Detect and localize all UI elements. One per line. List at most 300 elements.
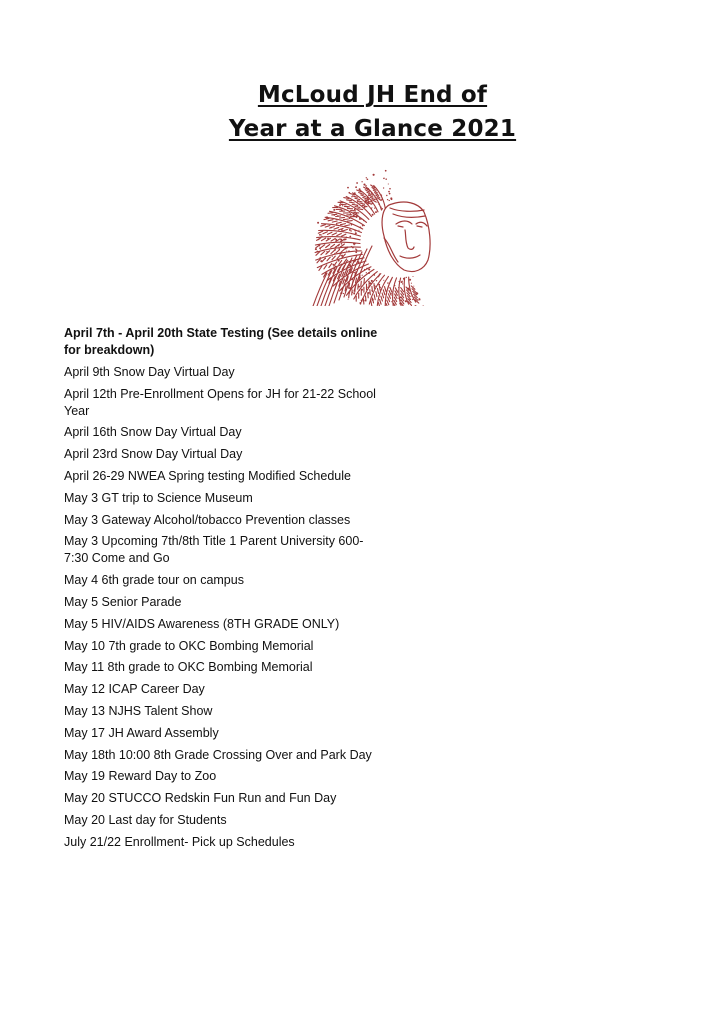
stipple-dot bbox=[368, 281, 369, 282]
feather-barb bbox=[343, 219, 348, 220]
feather-barb bbox=[332, 233, 337, 235]
stipple-dot bbox=[362, 298, 364, 300]
stipple-dot bbox=[326, 251, 327, 252]
feather-barb bbox=[370, 290, 371, 295]
stipple-dot bbox=[379, 287, 380, 288]
stipple-dot bbox=[355, 251, 357, 253]
event-list bbox=[64, 325, 384, 856]
feather-barb bbox=[323, 232, 328, 234]
stipple-dot bbox=[339, 253, 341, 255]
stipple-dot bbox=[381, 199, 383, 201]
stipple-dot bbox=[357, 201, 359, 203]
event-item: April 9th Snow Day Virtual Day bbox=[64, 364, 235, 379]
stipple-dot bbox=[362, 225, 364, 227]
stipple-dot bbox=[347, 257, 348, 258]
stipple-dot bbox=[398, 298, 400, 300]
stipple-dot bbox=[366, 197, 368, 199]
stipple-dot bbox=[369, 213, 370, 214]
stipple-dot bbox=[364, 300, 366, 302]
feather-barb bbox=[385, 287, 387, 292]
stipple-dot bbox=[340, 239, 342, 241]
mascot-drawing bbox=[272, 146, 472, 306]
stipple-dot bbox=[333, 209, 335, 211]
stipple-dot bbox=[353, 215, 355, 217]
stipple-dot bbox=[351, 246, 353, 248]
feather-barb bbox=[325, 226, 330, 228]
stipple-dot bbox=[349, 287, 351, 289]
feather-barb bbox=[352, 290, 353, 295]
feather-barb bbox=[378, 289, 379, 294]
feather-barb bbox=[341, 234, 346, 236]
event-item: May 5 HIV/AIDS Awareness (8TH GRADE ONLY) bbox=[64, 616, 340, 631]
stipple-dot bbox=[334, 253, 335, 254]
stipple-dot bbox=[359, 302, 361, 304]
stipple-dot bbox=[388, 191, 390, 193]
stipple-dot bbox=[371, 193, 372, 194]
event-item: May 13 NJHS Talent Show bbox=[64, 703, 213, 718]
stipple-dot bbox=[366, 289, 368, 291]
stipple-dot bbox=[377, 194, 378, 195]
feather-barb bbox=[321, 225, 326, 227]
feather-barb bbox=[345, 225, 350, 226]
stipple-dot bbox=[372, 214, 374, 216]
feather-barb bbox=[378, 303, 380, 306]
stipple-dot bbox=[411, 295, 412, 296]
stipple-dot bbox=[354, 208, 356, 210]
stipple-dot bbox=[395, 295, 396, 296]
stipple-dot bbox=[368, 292, 370, 294]
stipple-dot bbox=[333, 214, 335, 216]
feather-barb bbox=[349, 202, 354, 203]
trailing-feather bbox=[319, 267, 337, 306]
stipple-dot bbox=[371, 192, 372, 193]
stipple-dot bbox=[352, 246, 354, 248]
stipple-dot bbox=[347, 187, 349, 189]
stipple-dot bbox=[354, 260, 356, 262]
stipple-dot bbox=[326, 273, 327, 274]
stipple-dot bbox=[351, 224, 353, 226]
feather-barb bbox=[355, 207, 360, 208]
stipple-dot bbox=[406, 277, 407, 278]
stipple-dot bbox=[374, 197, 375, 198]
stipple-dot bbox=[396, 290, 397, 291]
stipple-dot bbox=[368, 268, 370, 270]
stipple-dot bbox=[332, 264, 334, 266]
stipple-dot bbox=[354, 192, 356, 194]
stipple-dot bbox=[387, 282, 388, 283]
stipple-dot bbox=[368, 195, 370, 197]
stipple-dot bbox=[327, 238, 329, 240]
feather-barb bbox=[326, 251, 330, 254]
stipple-dot bbox=[348, 250, 350, 252]
stipple-dot bbox=[412, 276, 413, 277]
feather-barb bbox=[383, 290, 385, 295]
stipple-dot bbox=[346, 274, 347, 275]
stipple-dot bbox=[386, 195, 387, 196]
stipple-dot bbox=[363, 220, 364, 221]
event-item: May 3 Upcoming 7th/8th Title 1 Parent University 600-7:30 Come and Go bbox=[64, 534, 364, 566]
stipple-dot bbox=[346, 237, 348, 239]
feather-barb bbox=[370, 197, 374, 199]
event-item: May 19 Reward Day to Zoo bbox=[64, 769, 217, 784]
stipple-dot bbox=[318, 245, 320, 247]
feather-barb bbox=[328, 232, 333, 234]
feather-barb bbox=[336, 222, 341, 223]
stipple-dot bbox=[378, 202, 379, 203]
stipple-dot bbox=[339, 205, 341, 207]
feather-barb bbox=[331, 250, 335, 253]
stipple-dot bbox=[378, 203, 380, 205]
stipple-dot bbox=[375, 211, 377, 213]
stipple-dot bbox=[383, 280, 384, 281]
feather-barb bbox=[355, 198, 360, 199]
stipple-dot bbox=[333, 268, 335, 270]
event-item: May 4 6th grade tour on campus bbox=[64, 573, 244, 588]
stipple-dot bbox=[409, 279, 411, 281]
stipple-dot bbox=[325, 258, 327, 260]
stipple-dot bbox=[368, 201, 370, 203]
feather-barb bbox=[361, 281, 362, 286]
event-item: April 16th Snow Day Virtual Day bbox=[64, 425, 242, 440]
feather-barb bbox=[334, 228, 339, 230]
stipple-dot bbox=[317, 222, 319, 224]
stipple-dot bbox=[349, 218, 350, 219]
feather-barb bbox=[356, 278, 357, 283]
stipple-dot bbox=[354, 272, 355, 273]
stipple-dot bbox=[321, 236, 323, 238]
stipple-dot bbox=[320, 249, 321, 250]
feather-barb bbox=[381, 296, 383, 301]
stipple-dot bbox=[349, 211, 351, 213]
stipple-dot bbox=[348, 299, 349, 300]
stipple-dot bbox=[359, 226, 361, 228]
feather-barb bbox=[380, 299, 382, 304]
stipple-dot bbox=[367, 178, 369, 180]
feather-barb bbox=[347, 221, 352, 222]
stipple-dot bbox=[337, 215, 339, 217]
stipple-dot bbox=[370, 201, 372, 203]
stipple-dot bbox=[371, 200, 372, 201]
stipple-dot bbox=[341, 229, 343, 231]
stipple-dot bbox=[357, 268, 359, 270]
stipple-dot bbox=[366, 268, 368, 270]
event-item: April 12th Pre-Enrollment Opens for JH for 21-22 School Year bbox=[64, 386, 376, 418]
stipple-dot bbox=[319, 234, 321, 236]
stipple-dot bbox=[374, 274, 376, 276]
feather-barb bbox=[353, 196, 358, 197]
stipple-dot bbox=[383, 187, 384, 188]
stipple-dot bbox=[337, 227, 338, 228]
feather-barb bbox=[360, 203, 365, 204]
stipple-dot bbox=[348, 192, 350, 194]
stipple-dot bbox=[388, 183, 389, 184]
stipple-dot bbox=[341, 210, 342, 211]
stipple-dot bbox=[387, 199, 388, 200]
stipple-dot bbox=[378, 276, 379, 277]
feather-barb bbox=[324, 219, 329, 220]
stipple-dot bbox=[363, 184, 365, 186]
stipple-dot bbox=[369, 190, 370, 191]
stipple-dot bbox=[346, 250, 347, 251]
event-item: April 7th - April 20th State Testing (See details online for breakdown) bbox=[64, 326, 378, 357]
stipple-dot bbox=[403, 278, 405, 280]
stipple-dot bbox=[366, 177, 367, 178]
stipple-dot bbox=[355, 248, 356, 249]
feather-barb bbox=[328, 220, 333, 221]
event-item: May 3 Gateway Alcohol/tobacco Prevention classes bbox=[64, 512, 351, 527]
stipple-dot bbox=[357, 214, 358, 215]
feather-barb bbox=[337, 234, 342, 236]
feather-barb bbox=[382, 293, 384, 298]
stipple-dot bbox=[381, 207, 382, 208]
feather-barb bbox=[318, 231, 323, 233]
feather-barb bbox=[343, 279, 345, 284]
feather-barb bbox=[341, 224, 346, 225]
stipple-dot bbox=[359, 276, 361, 278]
stipple-dot bbox=[365, 185, 366, 186]
stipple-dot bbox=[359, 188, 361, 190]
stipple-dot bbox=[391, 301, 392, 302]
stipple-dot bbox=[338, 260, 340, 262]
stipple-dot bbox=[358, 286, 360, 288]
feather-barb bbox=[376, 195, 380, 198]
stipple-dot bbox=[356, 212, 357, 213]
event-item: April 23rd Snow Day Virtual Day bbox=[64, 447, 243, 462]
stipple-dot bbox=[337, 270, 339, 272]
stipple-dot bbox=[320, 260, 322, 262]
stipple-dot bbox=[353, 210, 354, 211]
stipple-dot bbox=[315, 248, 317, 250]
stipple-dot bbox=[341, 255, 343, 257]
stipple-dot bbox=[326, 216, 328, 218]
stipple-dot bbox=[356, 182, 358, 184]
stipple-dot bbox=[359, 218, 361, 220]
stipple-dot bbox=[338, 248, 339, 249]
stipple-dot bbox=[355, 216, 357, 218]
stipple-dot bbox=[349, 229, 351, 231]
feather-barb bbox=[387, 300, 389, 305]
feather-barb bbox=[371, 301, 372, 306]
stipple-dot bbox=[402, 283, 403, 284]
stipple-dot bbox=[343, 293, 344, 294]
stipple-dot bbox=[399, 302, 401, 304]
feather-barb bbox=[331, 244, 335, 247]
stipple-dot bbox=[358, 230, 359, 231]
stipple-dot bbox=[354, 230, 356, 232]
stipple-dot bbox=[399, 281, 400, 282]
stipple-dot bbox=[330, 227, 332, 229]
event-item: May 5 Senior Parade bbox=[64, 594, 182, 609]
stipple-dot bbox=[376, 280, 377, 281]
stipple-dot bbox=[350, 230, 351, 231]
stipple-dot bbox=[340, 292, 342, 294]
feather-barb bbox=[388, 297, 390, 302]
stipple-dot bbox=[357, 205, 359, 207]
stipple-dot bbox=[334, 249, 336, 251]
stipple-dot bbox=[400, 297, 401, 298]
stipple-dot bbox=[385, 178, 387, 180]
stipple-dot bbox=[367, 286, 369, 288]
stipple-dot bbox=[381, 208, 383, 210]
stipple-dot bbox=[352, 279, 353, 280]
stipple-dot bbox=[371, 207, 372, 208]
stipple-dot bbox=[347, 206, 349, 208]
stipple-dot bbox=[405, 300, 407, 302]
stipple-dot bbox=[362, 275, 363, 276]
feather-barb bbox=[332, 221, 337, 222]
feather-barb bbox=[376, 292, 377, 297]
stipple-dot bbox=[389, 188, 391, 190]
stipple-dot bbox=[353, 293, 355, 295]
headdress-mascot-icon bbox=[272, 146, 472, 306]
stipple-dot bbox=[359, 290, 360, 291]
stipple-dot bbox=[347, 260, 348, 261]
feather-barb bbox=[327, 257, 330, 261]
stipple-dot bbox=[336, 219, 337, 220]
stipple-dot bbox=[419, 299, 420, 300]
stipple-dot bbox=[411, 293, 412, 294]
title-line-2: Year at a Glance 2021 bbox=[228, 116, 517, 142]
feather-barb bbox=[324, 265, 327, 269]
stipple-dot bbox=[349, 213, 351, 215]
stipple-dot bbox=[385, 170, 387, 172]
stipple-dot bbox=[343, 239, 345, 241]
trailing-feather bbox=[309, 273, 327, 306]
stipple-dot bbox=[374, 285, 375, 286]
stipple-dot bbox=[355, 232, 357, 234]
event-item: April 26-29 NWEA Spring testing Modified Schedule bbox=[64, 468, 351, 483]
feather-barb bbox=[352, 204, 357, 205]
stipple-dot bbox=[368, 272, 370, 274]
event-item: May 11 8th grade to OKC Bombing Memorial bbox=[64, 660, 313, 675]
stipple-dot bbox=[332, 256, 333, 257]
feather-barb bbox=[328, 213, 333, 214]
feather-barb bbox=[326, 245, 330, 248]
stipple-dot bbox=[373, 174, 375, 176]
stipple-dot bbox=[354, 279, 355, 280]
stipple-dot bbox=[341, 289, 342, 290]
stipple-dot bbox=[391, 293, 392, 294]
stipple-dot bbox=[345, 280, 346, 281]
feather-barb bbox=[336, 250, 340, 253]
feather-barb bbox=[363, 299, 364, 304]
event-item: July 21/22 Enrollment- Pick up Schedules bbox=[64, 834, 295, 849]
event-item: May 3 GT trip to Science Museum bbox=[64, 490, 253, 505]
stipple-dot bbox=[407, 287, 409, 289]
stipple-dot bbox=[351, 196, 352, 197]
feather-barb bbox=[340, 217, 345, 218]
stipple-dot bbox=[371, 203, 373, 205]
stipple-dot bbox=[363, 265, 364, 266]
feather-barb bbox=[331, 239, 335, 242]
document-title bbox=[0, 78, 727, 146]
feather-barb bbox=[332, 256, 335, 260]
stipple-dot bbox=[364, 206, 366, 208]
stipple-dot bbox=[389, 200, 390, 201]
stipple-dot bbox=[375, 199, 377, 201]
stipple-dot bbox=[379, 273, 380, 274]
feather-barb bbox=[347, 200, 352, 201]
stipple-dot bbox=[354, 242, 356, 244]
feather-barb bbox=[367, 192, 371, 194]
stipple-dot bbox=[351, 270, 352, 271]
stipple-dot bbox=[384, 178, 385, 179]
feather-barb bbox=[334, 262, 337, 266]
event-item: May 10 7th grade to OKC Bombing Memorial bbox=[64, 638, 314, 653]
event-item: May 17 JH Award Assembly bbox=[64, 725, 219, 740]
stipple-dot bbox=[349, 264, 351, 266]
stipple-dot bbox=[361, 181, 362, 182]
stipple-dot bbox=[414, 305, 416, 306]
stipple-dot bbox=[400, 299, 401, 300]
stipple-dot bbox=[321, 234, 322, 235]
stipple-dot bbox=[409, 299, 410, 300]
stipple-dot bbox=[411, 283, 412, 284]
stipple-dot bbox=[367, 199, 369, 201]
stipple-dot bbox=[364, 293, 366, 295]
stipple-dot bbox=[416, 292, 418, 294]
stipple-dot bbox=[381, 194, 383, 196]
feather-barb bbox=[329, 263, 332, 267]
stipple-dot bbox=[342, 264, 343, 265]
feather-barb bbox=[358, 209, 363, 210]
stipple-dot bbox=[413, 286, 414, 287]
stipple-dot bbox=[345, 247, 347, 249]
stipple-dot bbox=[371, 208, 372, 209]
stipple-dot bbox=[355, 186, 357, 188]
stipple-dot bbox=[342, 205, 343, 206]
feather-barb bbox=[321, 251, 325, 254]
stipple-dot bbox=[350, 262, 351, 263]
stipple-dot bbox=[369, 282, 371, 284]
feather-barb bbox=[374, 295, 375, 300]
stipple-dot bbox=[370, 298, 371, 299]
event-item: May 18th 10:00 8th Grade Crossing Over and Park Day bbox=[64, 747, 372, 762]
title-line-1: McLoud JH End of bbox=[257, 82, 488, 108]
stipple-dot bbox=[364, 269, 365, 270]
feather-barb bbox=[343, 229, 348, 231]
stipple-dot bbox=[316, 251, 318, 253]
stipple-dot bbox=[367, 188, 369, 190]
stipple-dot bbox=[319, 257, 321, 259]
stipple-dot bbox=[361, 299, 363, 301]
feather-barb bbox=[390, 288, 392, 293]
stipple-dot bbox=[355, 285, 356, 286]
feather-barb bbox=[364, 279, 365, 284]
feather-barb bbox=[388, 294, 390, 299]
stipple-dot bbox=[340, 203, 341, 204]
stipple-dot bbox=[338, 245, 339, 246]
stipple-dot bbox=[367, 203, 369, 205]
feather-barb bbox=[337, 255, 340, 259]
feather-barb bbox=[321, 238, 325, 241]
stipple-dot bbox=[374, 207, 375, 208]
stipple-dot bbox=[336, 224, 338, 226]
stipple-dot bbox=[378, 284, 380, 286]
stipple-dot bbox=[335, 247, 337, 249]
stipple-dot bbox=[371, 290, 372, 291]
stipple-dot bbox=[358, 261, 360, 263]
stipple-dot bbox=[349, 269, 351, 271]
feather-barb bbox=[386, 303, 388, 306]
stipple-dot bbox=[412, 299, 413, 300]
stipple-dot bbox=[352, 292, 353, 293]
stipple-dot bbox=[371, 280, 373, 282]
stipple-dot bbox=[335, 239, 337, 241]
stipple-dot bbox=[389, 193, 391, 195]
stipple-dot bbox=[335, 266, 336, 267]
stipple-dot bbox=[349, 236, 351, 238]
